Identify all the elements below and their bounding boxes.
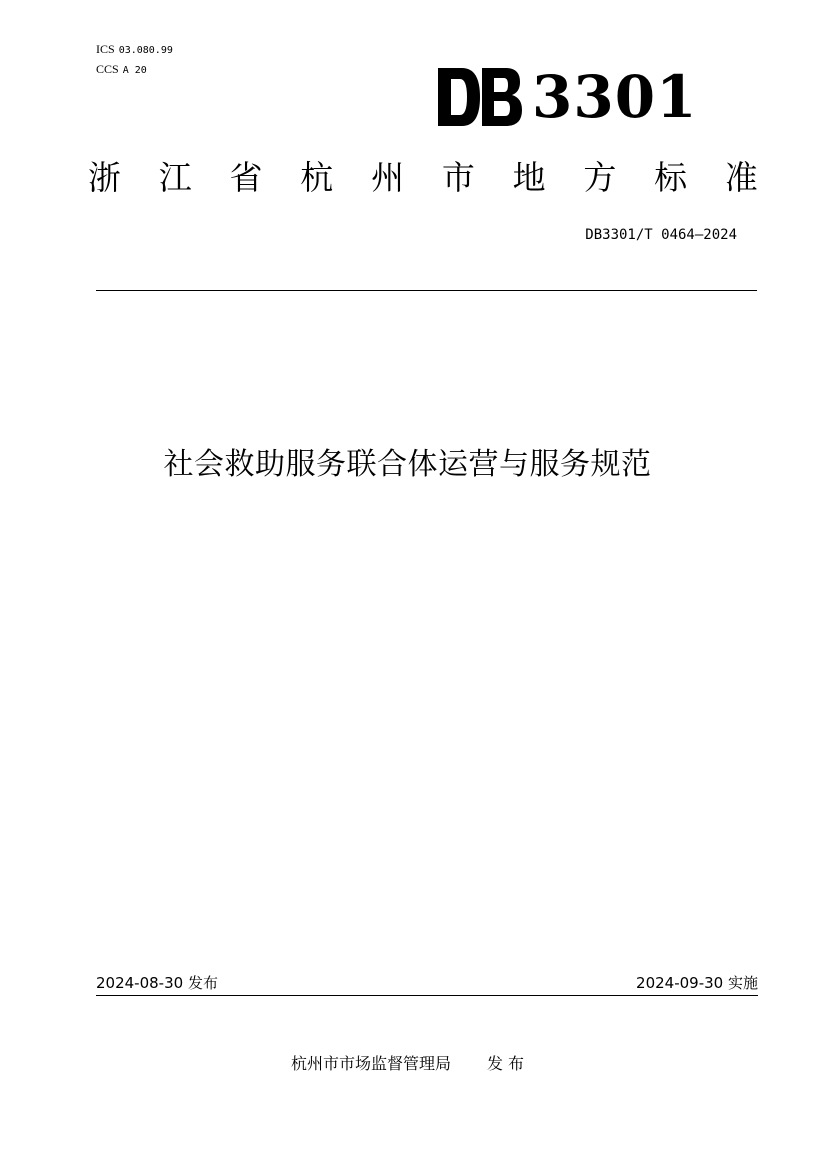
publish-date: 2024-08-30 发布	[96, 974, 218, 992]
implement-date: 2024-09-30 实施	[636, 974, 758, 992]
issuer-name: 杭州市市场监督管理局	[290, 1054, 451, 1073]
standard-number: DB3301/T 0464—2024	[585, 227, 737, 243]
db-number: 3301	[532, 63, 698, 131]
issuer-action: 发 布	[486, 1054, 525, 1073]
ics-label: ICS	[96, 42, 115, 56]
standard-class-char: 杭	[300, 158, 334, 197]
standard-class-char: 省	[229, 158, 263, 197]
ics-line	[96, 42, 173, 58]
ics-value: 03.080.99	[118, 45, 173, 56]
db-logo	[436, 66, 524, 128]
ccs-label: CCS	[96, 62, 119, 76]
document-title: 社会救助服务联合体运营与服务规范	[163, 447, 652, 482]
standard-class-char: 市	[441, 158, 475, 197]
standard-class-char: 准	[724, 158, 758, 197]
ccs-line	[96, 62, 147, 78]
standard-class-char: 方	[583, 158, 617, 197]
standard-class-char: 江	[158, 158, 192, 197]
standard-class-title	[88, 158, 758, 198]
standard-class-char: 浙	[88, 158, 121, 197]
top-divider	[96, 290, 757, 291]
standard-class-char: 地	[512, 158, 546, 197]
standard-class-char: 州	[371, 158, 405, 197]
ccs-value: A 20	[122, 65, 147, 76]
bottom-divider	[96, 995, 758, 996]
issuer-line	[0, 1053, 815, 1075]
standard-class-char: 标	[654, 158, 688, 197]
